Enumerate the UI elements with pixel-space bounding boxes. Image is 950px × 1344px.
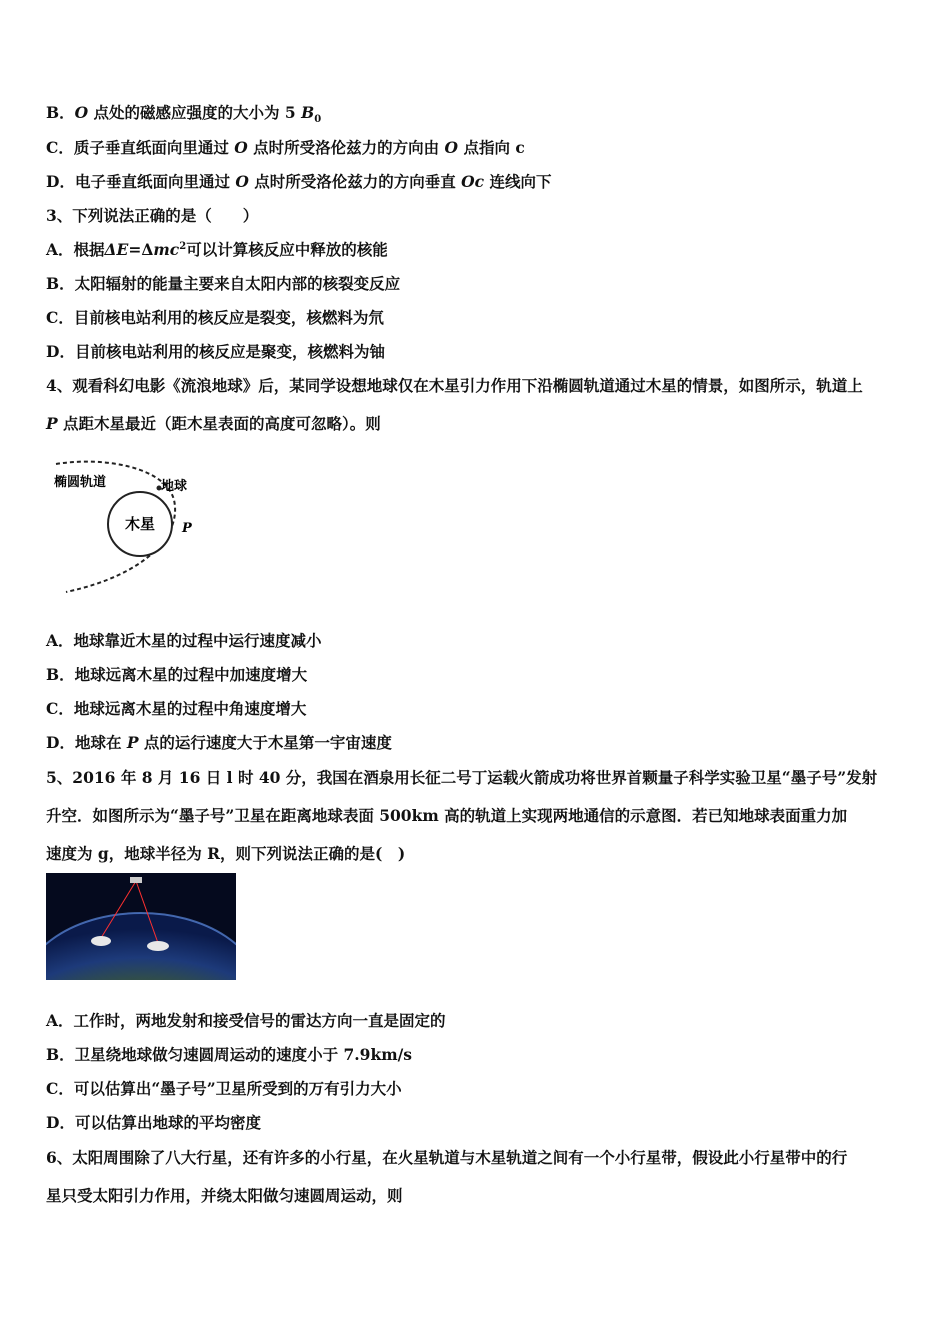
ground-station-left <box>91 936 111 946</box>
satellite-image <box>46 873 236 980</box>
earth-label: 地球 <box>161 479 188 494</box>
question-4-line1: 4、观看科幻电影《流浪地球》后，某同学设想地球仅在木星引力作用下沿椭圆轨道通过木星的情景，如图所示，轨道上 <box>46 376 863 395</box>
option-c-q4: C．地球远离木星的过程中角速度增大 <box>46 699 307 718</box>
point-p-label: P <box>182 521 192 536</box>
question-5-line2: 升空．如图所示为“墨子号”卫星在距离地球表面 500km 高的轨道上实现两地通信的示意图．若已知地球表面重力加 <box>46 806 848 825</box>
satellite-icon <box>130 877 142 883</box>
option-d-q4: D．地球在 P 点的运行速度大于木星第一宇宙速度 <box>46 733 392 752</box>
question-6-line1: 6、太阳周围除了八大行星，还有许多的小行星，在火星轨道与木星轨道之间有一个小行星带，假设此小行星带中的行 <box>46 1148 848 1167</box>
option-b-q3: B．太阳辐射的能量主要来自太阳内部的核裂变反应 <box>46 274 401 293</box>
option-d-q2: D．电子垂直纸面向里通过 O 点时所受洛伦兹力的方向垂直 Oc 连线向下 <box>46 172 552 191</box>
option-d-q3: D．目前核电站利用的核反应是聚变，核燃料为铀 <box>46 342 385 361</box>
option-c-q3: C．目前核电站利用的核反应是裂变，核燃料为氘 <box>46 308 384 327</box>
jupiter-orbit-figure <box>46 450 206 598</box>
question-4-line2: P 点距木星最近（距木星表面的高度可忽略）。则 <box>46 414 381 433</box>
question-3: 3、下列说法正确的是（ ） <box>46 206 259 225</box>
option-b-q2: B．O 点处的磁感应强度的大小为 5 $B_0$ <box>46 103 322 126</box>
option-a-q4: A．地球靠近木星的过程中运行速度减小 <box>46 631 322 650</box>
orbit-label: 椭圆轨道 <box>54 475 107 490</box>
option-c-q5: C．可以估算出“墨子号”卫星所受到的万有引力大小 <box>46 1079 402 1098</box>
question-5-line1: 5、2016 年 8 月 16 日 l 时 40 分，我国在酒泉用长征二号丁运载火箭成功将世界首颗量子科学实验卫星“墨子号”发射 <box>46 768 878 787</box>
question-6-line2: 星只受太阳引力作用，并绕太阳做匀速圆周运动，则 <box>46 1186 403 1205</box>
option-d-q5: D．可以估算出地球的平均密度 <box>46 1113 261 1132</box>
question-5-line3: 速度为 g，地球半径为 R，则下列说法正确的是( ) <box>46 844 406 863</box>
option-a-q5: A．工作时，两地发射和接受信号的雷达方向一直是固定的 <box>46 1011 446 1030</box>
option-a-q3: A．根据ΔE=Δmc$^2$可以计算核反应中释放的核能 <box>46 240 388 259</box>
jupiter-label: 木星 <box>124 515 156 533</box>
ground-station-right <box>147 941 169 951</box>
option-c-q2: C．质子垂直纸面向里通过 O 点时所受洛伦兹力的方向由 O 点指向 c <box>46 138 525 157</box>
option-b-q5: B．卫星绕地球做匀速圆周运动的速度小于 7.9km/s <box>46 1045 412 1064</box>
option-b-q4: B．地球远离木星的过程中加速度增大 <box>46 665 308 684</box>
